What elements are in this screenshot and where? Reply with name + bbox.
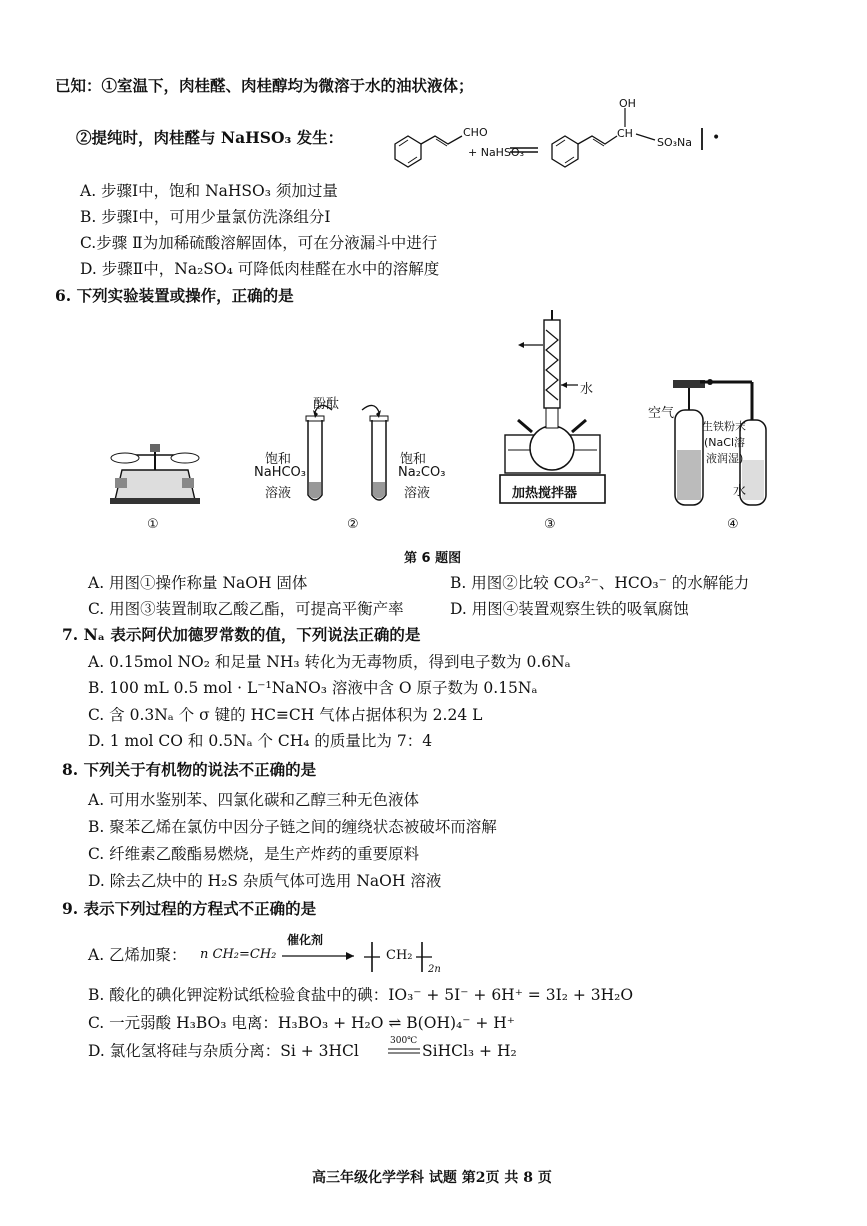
known-line-2: ②提纯时，肉桂醛与 NaHSO₃ 发生： <box>76 128 344 147</box>
label-iron-powder: 生铁粉末 <box>702 420 746 433</box>
q9a-catalyst: 催化剂 <box>287 933 324 947</box>
fig-number-4: ④ <box>727 517 739 532</box>
q9a-sub: 2n <box>428 964 441 975</box>
q5-option-a: A. 步骤Ⅰ中，饱和 NaHSO₃ 须加过量 <box>80 182 338 200</box>
cho-label: CHO <box>463 126 488 139</box>
q9-option-a-label: A. 乙烯加聚： <box>88 946 187 964</box>
ch-label: CH <box>617 127 633 140</box>
q6-option-a: A. 用图①操作称量 NaOH 固体 <box>88 574 308 592</box>
q9-option-d-left: D. 氯化氢将硅与杂质分离：Si + 3HCl <box>88 1042 359 1060</box>
label-air: 空气 <box>648 406 675 421</box>
label-water2: 水 <box>733 484 747 499</box>
q5-option-c: C.步骤 Ⅱ为加稀硫酸溶解固体，可在分液漏斗中进行 <box>80 234 438 252</box>
q5-option-b: B. 步骤Ⅰ中，可用少量氯仿洗涤组分Ⅰ <box>80 208 331 226</box>
label-heater: 加热搅拌器 <box>512 486 578 501</box>
q7-option-b: B. 100 mL 0.5 mol · L⁻¹NaNO₃ 溶液中含 O 原子数为 0.15Nₐ <box>88 679 538 697</box>
label-sol2: 溶液 <box>404 486 431 501</box>
figure-6 <box>100 310 800 530</box>
q9d-arrow <box>388 1046 422 1056</box>
q7-option-d: D. 1 mol CO 和 0.5Nₐ 个 CH₄ 的质量比为 7：4 <box>88 732 433 750</box>
q8-option-d: D. 除去乙炔中的 H₂S 杂质气体可选用 NaOH 溶液 <box>88 872 442 890</box>
label-phenolphthalein: 酚酞 <box>313 397 340 412</box>
label-nacl-1: (NaCl溶 <box>704 436 745 449</box>
q9-title: 9. 表示下列过程的方程式不正确的是 <box>62 899 317 918</box>
known-line-1: 已知：①室温下，肉桂醛、肉桂醇均为微溶于水的油状液体； <box>55 76 474 95</box>
fig-number-2: ② <box>347 517 359 532</box>
label-sat1: 饱和 <box>265 452 292 467</box>
q9-option-d-right: SiHCl₃ + H₂ <box>422 1042 517 1060</box>
q9a-reactant: n CH₂=CH₂ <box>200 947 277 962</box>
q8-title: 8. 下列关于有机物的说法不正确的是 <box>62 760 317 779</box>
label-nacl-2: 液润湿) <box>706 452 744 465</box>
page-footer: 高三年级化学学科 试题 第2页 共 8 页 <box>312 1170 552 1186</box>
reflux-apparatus <box>500 310 605 503</box>
label-nahco3: NaHCO₃ <box>254 465 306 480</box>
fig-number-1: ① <box>147 517 159 532</box>
label-sat2: 饱和 <box>400 452 427 467</box>
q6-option-c: C. 用图③装置制取乙酸乙酯，可提高平衡产率 <box>88 600 404 618</box>
label-sol1: 溶液 <box>265 486 292 501</box>
q8-option-a: A. 可用水鉴别苯、四氯化碳和乙醇三种无色液体 <box>88 791 420 809</box>
fig-number-3: ③ <box>544 517 556 532</box>
so3na-label: SO₃Na <box>657 136 693 149</box>
figure-caption: 第 6 题图 <box>404 551 462 566</box>
q6-option-b: B. 用图②比较 CO₃²⁻、HCO₃⁻ 的水解能力 <box>450 574 750 592</box>
q7-title: 7. Nₐ 表示阿伏加德罗常数的值，下列说法正确的是 <box>62 625 421 644</box>
label-na2co3: Na₂CO₃ <box>398 465 446 480</box>
reaction-diagram <box>380 92 800 172</box>
q9d-condition: 300℃ <box>390 1036 418 1046</box>
end-dot: • <box>712 130 721 146</box>
q8-option-c: C. 纤维素乙酸酯易燃烧，是生产炸药的重要原料 <box>88 845 420 863</box>
q9-option-c: C. 一元弱酸 H₃BO₃ 电离：H₃BO₃ + H₂O ⇌ B(OH)₄⁻ + H⁺ <box>88 1014 515 1032</box>
test-tubes <box>306 405 388 500</box>
q5-option-d: D. 步骤Ⅱ中，Na₂SO₄ 可降低肉桂醛在水中的溶解度 <box>80 260 440 278</box>
q9-option-b: B. 酸化的碘化钾淀粉试纸检验食盐中的碘：IO₃⁻ + 5I⁻ + 6H⁺ = 3I₂ + 3H₂O <box>88 986 634 1004</box>
q9a-unit: CH₂ <box>386 948 413 963</box>
q7-option-c: C. 含 0.3Nₐ 个 σ 键的 HC≡CH 气体占据体积为 2.24 L <box>88 706 483 724</box>
label-water-arrow: 水 <box>580 382 594 397</box>
reagent-label: + NaHSO₃ <box>468 146 525 159</box>
q7-option-a: A. 0.15mol NO₂ 和足量 NH₃ 转化为无毒物质，得到电子数为 0.6Nₐ <box>88 653 571 671</box>
oh-label: OH <box>619 97 636 110</box>
balance-apparatus <box>110 444 200 504</box>
q6-option-d: D. 用图④装置观察生铁的吸氧腐蚀 <box>450 600 689 618</box>
q6-title: 6. 下列实验装置或操作，正确的是 <box>55 286 294 305</box>
q8-option-b: B. 聚苯乙烯在氯仿中因分子链之间的缠绕状态被破坏而溶解 <box>88 818 497 836</box>
